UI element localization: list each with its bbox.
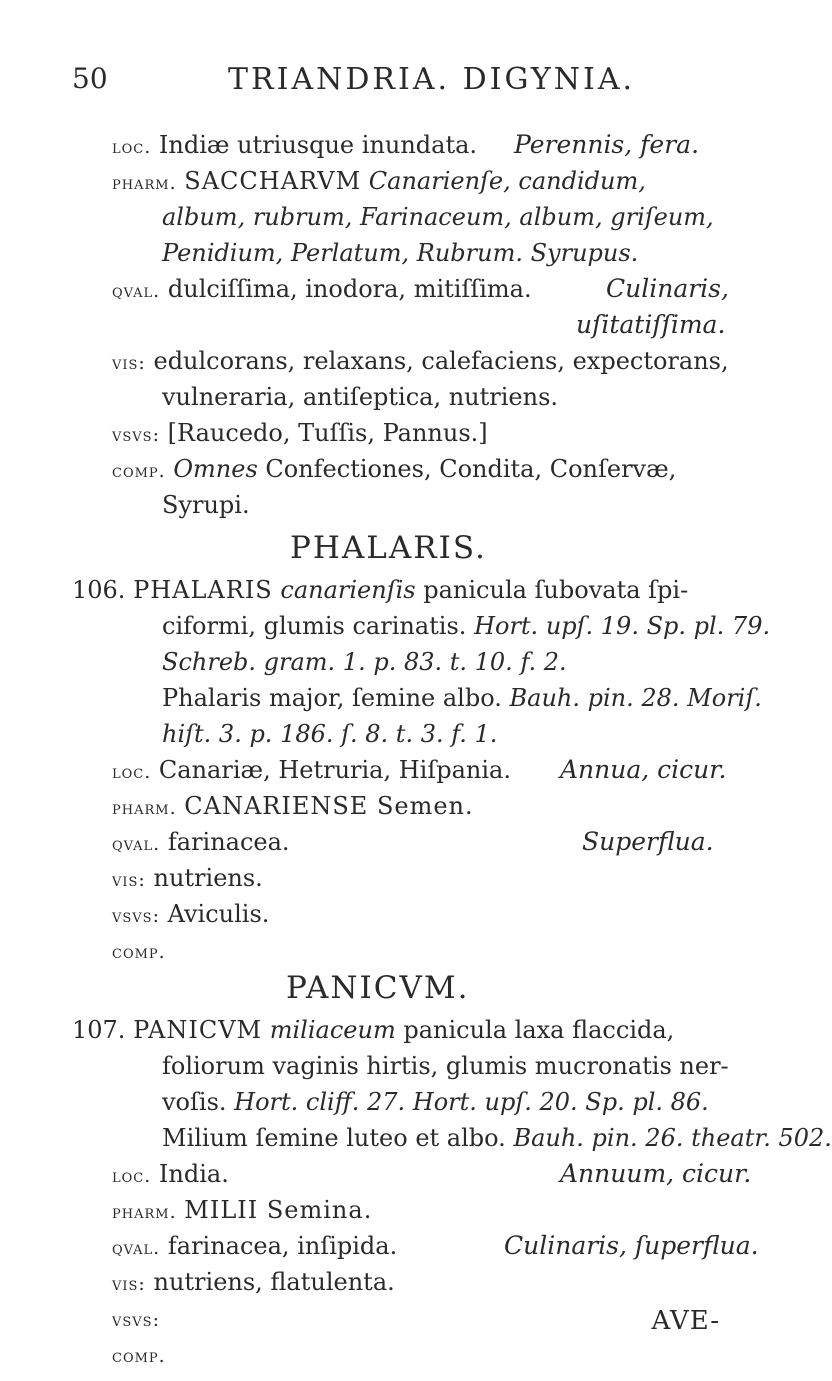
loc-line: loc. Indiæ utriusque inundata. bbox=[112, 131, 478, 159]
usus-line: vsvs: [Raucedo, Tuſſis, Pannus.] bbox=[112, 419, 488, 447]
genus-heading-panicum: PANICVM. bbox=[286, 970, 470, 1006]
qual-line: qval. dulciſſima, inodora, mitiſſima. bbox=[112, 275, 532, 303]
entry-107-line-1: 107. PANICVM miliaceum panicula laxa flaccida, bbox=[72, 1016, 675, 1044]
entry-107-habit: Annuum, cicur. bbox=[560, 1159, 752, 1188]
running-head bbox=[72, 62, 672, 102]
comp-line: comp. Omnes Confectiones, Condita, Conſervæ, bbox=[112, 455, 677, 483]
entry-106-pharm: pharm. CANARIENSE Semen. bbox=[112, 792, 474, 820]
entry-106-line-1: 106. PHALARIS canarienſis panicula ſubovata ſpi- bbox=[72, 576, 689, 604]
entry-106-habit: Annua, cicur. bbox=[560, 755, 727, 784]
entry-106-line-4: Phalaris major, ſemine albo. Bauh. pin. 28. Moriſ. bbox=[162, 684, 762, 712]
entry-106-loc: loc. Canariæ, Hetruria, Hiſpania. bbox=[112, 756, 511, 784]
entry-106-qual-right: Superflua. bbox=[582, 827, 714, 856]
entry-107-line-4: Milium ſemine luteo et albo. Bauh. pin. 26. theatr. 502. bbox=[162, 1124, 832, 1152]
entry-106-line-5: hiſt. 3. p. 186. ſ. 8. t. 3. f. 1. bbox=[162, 720, 498, 748]
qual-right: Culinaris, bbox=[606, 274, 729, 303]
vis-line: vis: edulcorans, relaxans, calefaciens, expectorans, bbox=[112, 347, 729, 375]
entry-107-qual: qval. farinacea, inſipida. bbox=[112, 1232, 398, 1260]
entry-107-line-2: foliorum vaginis hirtis, glumis mucronatis ner- bbox=[162, 1052, 729, 1080]
entry-106-line-3: Schreb. gram. 1. p. 83. t. 10. f. 2. bbox=[162, 648, 567, 676]
entry-106-usus: vsvs: Aviculis. bbox=[112, 900, 270, 928]
entry-107-comp: comp. bbox=[112, 1345, 166, 1367]
qual-right-2: uſitatiſſima. bbox=[576, 310, 726, 339]
pharm-line: pharm. SACCHARVM Canarienſe, candidum, bbox=[112, 167, 646, 195]
page-number: 50 bbox=[72, 62, 108, 95]
loc-habit: Perennis, fera. bbox=[514, 130, 700, 159]
entry-106-line-2: ciformi, glumis carinatis. Hort. upſ. 19. Sp. pl. 79. bbox=[162, 612, 771, 640]
entry-107-usus: vsvs: bbox=[112, 1309, 160, 1331]
entry-107-loc: loc. India. bbox=[112, 1160, 229, 1188]
running-title: TRIANDRIA. DIGYNIA. bbox=[228, 62, 636, 97]
genus-heading-phalaris: PHALARIS. bbox=[290, 530, 487, 566]
entry-107-pharm: pharm. MILII Semina. bbox=[112, 1196, 373, 1224]
entry-106-qual: qval. farinacea. bbox=[112, 828, 290, 856]
comp-line-2: Syrupi. bbox=[162, 491, 250, 519]
catchword: AVE- bbox=[651, 1306, 720, 1336]
vis-line-2: vulneraria, antiſeptica, nutriens. bbox=[162, 383, 559, 411]
pharm-line-3: Penidium, Perlatum, Rubrum. Syrupus. bbox=[162, 239, 639, 267]
entry-107-line-3: voſis. Hort. cliff. 27. Hort. upſ. 20. Sp. pl. 86. bbox=[162, 1088, 709, 1116]
entry-106-vis: vis: nutriens. bbox=[112, 864, 263, 892]
entry-107-vis: vis: nutriens, flatulenta. bbox=[112, 1268, 395, 1296]
entry-106-comp: comp. bbox=[112, 941, 166, 963]
entry-107-qual-right: Culinaris, ſuperflua. bbox=[504, 1231, 759, 1260]
pharm-line-2: album, rubrum, Farinaceum, album, griſeum, bbox=[162, 203, 714, 231]
